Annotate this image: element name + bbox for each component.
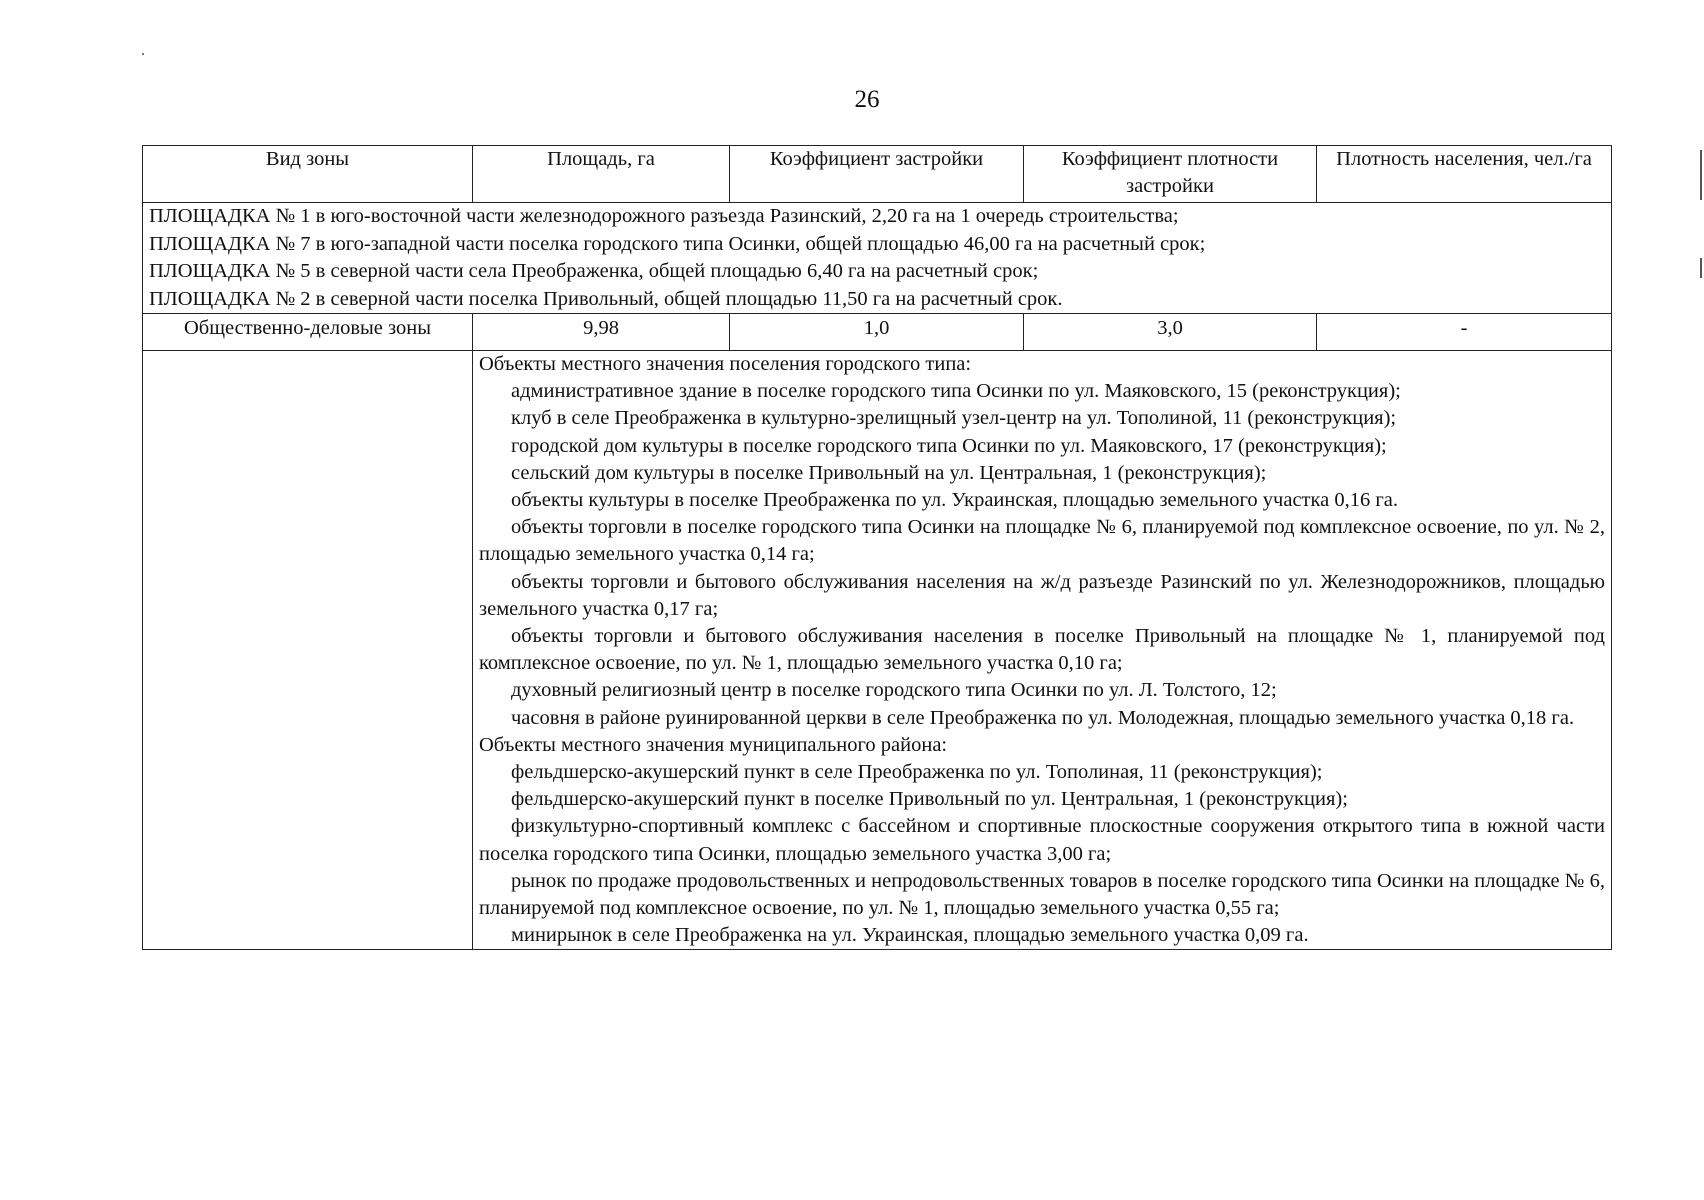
object-item: физкультурно-спортивный комплекс с бассейном и спортивные плоскостные сооружения открытого типа в южной части поселка городского типа Осинки, площадью земельного участка 3,00 га; <box>479 815 1605 865</box>
objects-cell <box>473 351 1612 950</box>
sites-cell <box>143 203 1612 314</box>
object-item: административное здание в поселке городского типа Осинки по ул. Маяковского, 15 (реконструкция); <box>511 380 1401 403</box>
object-item: объекты торговли и бытового обслуживания населения на ж/д разъезде Разинский по ул. Железнодорожников, площадью земельного участка 0,17 га; <box>479 570 1605 620</box>
objects-row <box>143 351 1612 950</box>
objects-heading: Объекты местного значения муниципального района: <box>479 733 948 756</box>
header-zone-type: Вид зоны <box>143 146 473 203</box>
zone-density-coefficient: 3,0 <box>1024 314 1317 351</box>
scan-edge-mark <box>1700 258 1702 278</box>
site-line: ПЛОЩАДКА № 7 в юго-западной части поселка городского типа Осинки, общей площадью 46,00 га на расчетный срок; <box>149 232 1206 255</box>
zone-area: 9,98 <box>473 314 730 351</box>
object-item: объекты культуры в поселке Преображенка по ул. Украинская, площадью земельного участка 0,16 га. <box>511 489 1399 512</box>
object-item: часовня в районе руинированной церкви в селе Преображенка по ул. Молодежная, площадью земельного участка 0,18 га. <box>511 706 1575 729</box>
table-header-row <box>143 146 1612 203</box>
object-item: минирынок в селе Преображенка на ул. Украинская, площадью земельного участка 0,09 га. <box>511 924 1309 947</box>
objects-heading: Объекты местного значения поселения городского типа: <box>479 353 972 375</box>
site-line: ПЛОЩАДКА № 1 в юго-восточной части железнодорожного разъезда Разинский, 2,20 га на 1 очередь строительства; <box>149 205 1179 227</box>
site-line: ПЛОЩАДКА № 5 в северной части села Преображенка, общей площадью 6,40 га на расчетный срок; <box>149 260 1039 282</box>
object-item: городской дом культуры в поселке городского типа Осинки по ул. Маяковского, 17 (реконструкция); <box>511 434 1387 457</box>
site-line: ПЛОЩАДКА № 2 в северной части поселка Привольный, общей площадью 11,50 га на расчетный срок. <box>149 287 1063 310</box>
sites-row <box>143 203 1612 314</box>
page-number: 26 <box>854 86 880 113</box>
object-item: фельдшерско-акушерский пункт в селе Преображенка по ул. Тополиная, 11 (реконструкция); <box>511 761 1323 784</box>
object-item: фельдшерско-акушерский пункт в поселке Привольный по ул. Центральная, 1 (реконструкция); <box>511 788 1348 811</box>
object-item: объекты торговли в поселке городского типа Осинки на площадке № 6, планируемой под комплексное освоение, по ул. № 2, площадью земельного участка 0,14 га; <box>479 516 1605 566</box>
object-item: клуб в селе Преображенка в культурно-зрелищный узел-центр на ул. Тополиной, 11 (реконструкция); <box>511 407 1397 430</box>
header-density-coefficient: Коэффициент плотности застройки <box>1024 146 1317 203</box>
zone-row <box>143 314 1612 351</box>
zones-table <box>142 145 1612 950</box>
scan-speck <box>142 53 144 55</box>
objects-empty-cell <box>143 351 473 950</box>
header-build-coefficient: Коэффициент застройки <box>730 146 1024 203</box>
scan-edge-mark <box>1700 150 1702 200</box>
object-item: духовный религиозный центр в поселке городского типа Осинки по ул. Л. Толстого, 12; <box>511 679 1277 702</box>
header-population-density: Плотность населения, чел./га <box>1317 146 1612 203</box>
zone-name: Общественно-деловые зоны <box>143 314 473 351</box>
object-item: сельский дом культуры в поселке Привольный на ул. Центральная, 1 (реконструкция); <box>511 461 1267 484</box>
zone-build-coefficient: 1,0 <box>730 314 1024 351</box>
zone-population-density: - <box>1317 314 1612 351</box>
header-area: Площадь, га <box>473 146 730 203</box>
object-item: объекты торговли и бытового обслуживания населения в поселке Привольный на площадке № 1, планируемой под комплексное освоение, по ул. № 1, площадью земельного участка 0,10 га; <box>479 625 1605 675</box>
object-item: рынок по продаже продовольственных и непродовольственных товаров в поселке городского типа Осинки на площадке № 6, планируемой под комплексное освоение, по ул. № 1, площадью земельного участка 0,55 га; <box>479 869 1605 920</box>
